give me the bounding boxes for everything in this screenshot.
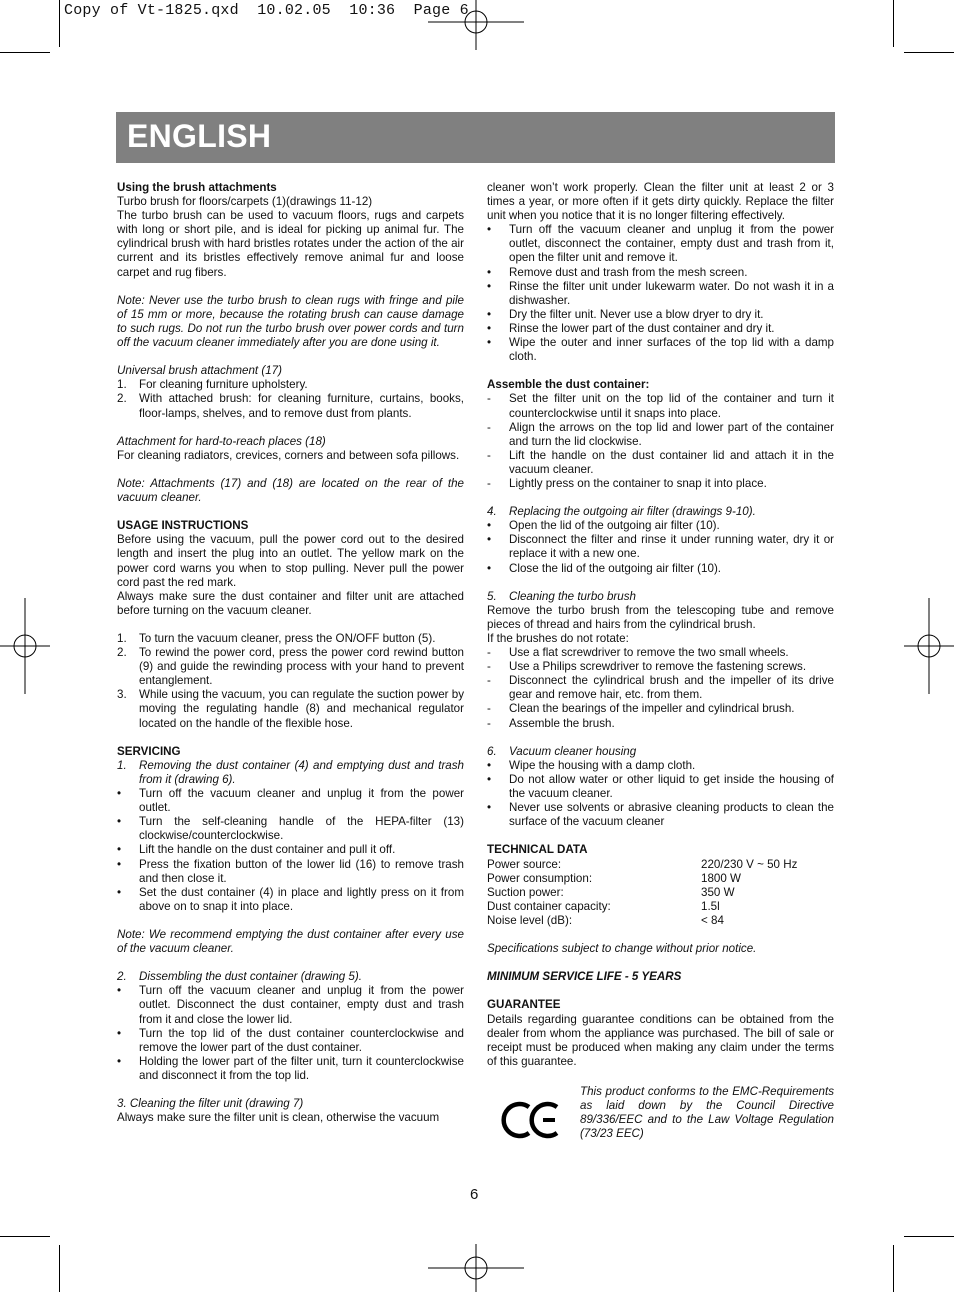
dash-text: Assemble the brush. [509,716,615,730]
list-number: 1. [117,378,127,392]
language-banner [116,112,835,163]
bullet-item [117,787,464,815]
paragraph: Before using the vacuum, pull the power cord out to the desired length and insert the plug into an outlet. The yellow mark on the power cord warns you when to stop pulling. Never pull the power cord past the red mark. [117,533,464,589]
bullet-icon: • [487,279,492,293]
list-item [117,646,464,688]
dash-item [487,421,834,449]
dash-item [487,702,834,716]
bullet-text: Turn the self-cleaning handle of the HEPA-filter (13) clockwise/counterclockwise. [139,815,464,843]
dash-icon: - [487,660,491,674]
list-number: 2. [117,392,127,406]
bullet-icon: • [487,533,492,547]
list-item-text: With attached brush: for cleaning furniture, curtains, books, floor-lamps, shelves, and to remove dust from plants. [139,392,464,420]
bullet-icon: • [487,801,492,815]
bullet-text: Set the dust container (4) in place and lightly press on it from above on to snap it into place. [139,885,464,913]
bullet-item [487,308,834,322]
service-life: MINIMUM SERVICE LIFE - 5 YEARS [487,970,682,984]
list-item [117,632,464,646]
list-item-text: For cleaning furniture upholstery. [139,378,308,392]
dash-icon: - [487,392,491,406]
bullet-item [487,266,834,280]
list-item [117,378,464,392]
paragraph: The turbo brush can be used to vacuum floors, rugs and carpets with long or short pile, and is ideal for picking up animal fur. The cylindrical brush with hard bristles rotates under the action of the air current and its bristles effectively remove animal fur and loose carpet and rug fibers. [117,209,464,279]
step-title [117,970,464,984]
section-heading: Assemble the dust container: [487,378,650,392]
dash-icon: - [487,674,491,688]
dash-icon: - [487,646,491,660]
dash-icon: - [487,448,491,462]
bullet-text: Lift the handle on the dust container and pull it off. [139,843,396,857]
paragraph: Always make sure the filter unit is clean, otherwise the vacuum [117,1111,440,1125]
bullet-item [117,1027,464,1055]
note: Specifications subject to change without prior notice. [487,942,757,956]
right-column [487,181,834,1155]
dash-icon: - [487,476,491,490]
bullet-item [487,801,834,829]
spec-row [487,900,834,914]
bullet-item [117,843,464,857]
bullet-item [117,886,464,914]
step-title-text: Vacuum cleaner housing [509,744,637,758]
bullet-icon: • [487,307,492,321]
bullet-icon: • [117,1054,122,1068]
bullet-icon: • [487,772,492,786]
step-number: 2. [117,970,127,984]
bullet-text: Press the fixation button of the lower lid (16) to remove trash and then close it. [139,857,464,885]
crop-mark [0,52,50,53]
bullet-text: Wipe the outer and inner surfaces of the top lid with a damp cloth. [509,336,834,364]
ce-mark-icon [487,1085,580,1155]
bullet-item [117,858,464,886]
dash-icon: - [487,420,491,434]
subheading: Attachment for hard-to-reach places (18) [117,434,326,448]
spec-row [487,872,834,886]
dash-item [487,449,834,477]
bullet-icon: • [487,561,492,575]
ce-statement: This product conforms to the EMC-Requirements as laid down by the Council Directive 89/336/EEC and to the Law Voltage Regulation (73/23 EEC) [580,1085,834,1141]
step-number: 1. [117,758,127,772]
dash-item [487,646,834,660]
paragraph: For cleaning radiators, crevices, corners and between sofa pillows. [117,448,460,462]
dash-item [487,392,834,420]
bullet-icon: • [487,265,492,279]
spec-label: Power source: [487,857,562,871]
bullet-text: Dry the filter unit. Never use a blow dryer to dry it. [509,307,764,321]
note: Note: Never use the turbo brush to clean rugs with fringe and pile of 15 mm or more, because the rotating brush can cause damage to such rugs. Do not run the turbo brush over power cords and turn off the vacuum cleaner immediately after you are done using it. [117,293,464,350]
subheading: Universal brush attachment (17) [117,364,282,378]
bullet-icon: • [487,223,492,237]
dash-text: Clean the bearings of the impeller and cylindrical brush. [509,702,795,716]
dash-text: Use a Philips screwdriver to remove the fastening screws. [509,660,807,674]
bullet-text: Turn the top lid of the dust container counterclockwise and remove the lower part of the dust container. [139,1026,464,1054]
step-title-text: Dissembling the dust container (drawing 5). [139,970,362,984]
bullet-text: Turn off the vacuum cleaner and unplug it from the power outlet, disconnect the container, empty dust and trash from it, open the filter unit and remove it. [509,223,834,265]
section-heading: GUARANTEE [487,998,561,1012]
dash-item [487,674,834,702]
bullet-icon: • [117,1026,122,1040]
list-item-text: To turn the vacuum cleaner, press the ON/OFF button (5). [139,632,436,645]
page-number: 6 [470,1186,479,1203]
bullet-icon: • [117,815,122,829]
bullet-icon: • [117,885,122,899]
registration-mark-icon [0,598,50,694]
note: Note: We recommend emptying the dust container after every use of the vacuum cleaner. [117,927,464,956]
dash-item [487,660,834,674]
bullet-text: Holding the lower part of the filter unit, turn it counterclockwise and disconnect it from the top lid. [139,1054,464,1082]
bullet-text: Disconnect the filter and rinse it under running water, dry it or replace it with a new one. [509,533,834,561]
bullet-text: Do not allow water or other liquid to get inside the housing of the vacuum cleaner. [509,772,834,801]
step-title [487,505,834,519]
step-title-text: Replacing the outgoing air filter (drawings 9-10). [509,505,756,519]
spec-label: Noise level (dB): [487,913,573,927]
spec-label: Dust container capacity: [487,899,611,913]
step-title [487,745,834,759]
dash-icon: - [487,716,491,730]
registration-mark-icon [428,1244,524,1292]
step-number: 6. [487,744,497,758]
subheading: 3. Cleaning the filter unit (drawing 7) [117,1097,304,1111]
crop-mark [904,52,954,53]
step-number: 5. [487,589,497,603]
bullet-item [487,280,834,308]
spec-label: Suction power: [487,885,564,899]
bullet-icon: • [117,787,122,801]
step-title-text: Cleaning the turbo brush [509,589,636,603]
bullet-icon: • [487,758,492,772]
dash-text: Align the arrows on the top lid and lower part of the container and turn the lid clockwise. [509,420,834,448]
dash-text: Set the filter unit on the top lid of the container and turn it counterclockwise until it snaps into place. [509,392,834,420]
spec-value: 1.5l [701,899,720,913]
list-item-text: While using the vacuum, you can regulate the suction power by moving the regulating handle (8) and mechanical regulator located on the handle of the flexible hose. [139,688,464,730]
dash-item [487,717,834,731]
bullet-item [117,1055,464,1083]
crop-mark [904,1236,954,1237]
dash-text: Disconnect the cylindrical brush and the impeller of its drive gear and remove hair, etc. from them. [509,674,834,702]
registration-mark-icon [904,598,954,694]
list-item [117,688,464,730]
step-title [117,759,464,787]
spec-value: 350 W [701,885,735,899]
section-heading: TECHNICAL DATA [487,843,588,857]
bullet-item [487,223,834,265]
section-heading: Using the brush attachments [117,181,277,194]
bullet-item [487,322,834,336]
paragraph: Details regarding guarantee conditions can be obtained from the dealer from whom the appliance was purchased. The bill of sale or receipt must be produced when making any claim under the terms of this guarantee. [487,1012,834,1068]
section-heading: SERVICING [117,744,181,758]
banner-title: ENGLISH [127,118,272,154]
paragraph: Turbo brush for floors/carpets (1)(drawings 11-12) [117,195,373,209]
registration-mark-icon [428,0,524,50]
bullet-icon: • [117,984,122,998]
step-title [487,590,834,604]
section-heading: USAGE INSTRUCTIONS [117,519,249,533]
bullet-item [487,773,834,801]
dash-text: Use a flat screwdriver to remove the two small wheels. [509,646,789,660]
paragraph: Always make sure the dust container and filter unit are attached before turning on the vacuum cleaner. [117,589,464,617]
bullet-icon: • [487,321,492,335]
crop-mark [0,1236,50,1237]
dash-item [487,477,834,491]
bullet-item [117,984,464,1026]
paragraph: cleaner won’t work properly. Clean the filter unit at least 2 or 3 times a year, or more often if it gets dirty quickly. Replace the filter unit when you notice that it is no longer filtering effectively. [487,181,834,223]
paragraph: Remove the turbo brush from the telescoping tube and remove pieces of thread and hairs from the cylindrical brush. [487,603,834,631]
bullet-text: Open the lid of the outgoing air filter (10). [509,519,720,533]
left-column [117,181,464,1125]
bullet-item [487,562,834,576]
bullet-text: Close the lid of the outgoing air filter (10). [509,561,722,575]
bullet-item [487,336,834,364]
list-item [117,392,464,420]
list-number: 1. [117,632,127,645]
note: Note: Attachments (17) and (18) are located on the rear of the vacuum cleaner. [117,476,464,505]
dash-text: Lift the handle on the dust container lid and attach it in the vacuum cleaner. [509,448,834,476]
list-number: 2. [117,646,127,660]
step-title-text: Removing the dust container (4) and emptying dust and trash from it (drawing 6). [139,758,464,786]
paragraph: If the brushes do not rotate: [487,632,629,645]
spec-row [487,858,834,872]
bullet-item [117,815,464,843]
crop-mark [893,0,894,47]
dash-icon: - [487,702,491,716]
bullet-text: Rinse the filter unit under lukewarm water. Do not wash it in a dishwasher. [509,279,834,307]
list-item-text: To rewind the power cord, press the power cord rewind button (9) and guide the rewinding process with your hand to prevent entanglement. [139,646,464,688]
bullet-item [487,759,834,773]
bullet-item [487,533,834,561]
bullet-text: Never use solvents or abrasive cleaning products to clean the surface of the vacuum cleaner [509,801,834,829]
bullet-icon: • [117,857,122,871]
crop-mark [59,0,60,47]
list-number: 3. [117,688,127,702]
bullet-text: Remove dust and trash from the mesh screen. [509,265,748,279]
dash-text: Lightly press on the container to snap it into place. [509,476,767,490]
bullet-text: Turn off the vacuum cleaner and unplug it from the power outlet. Disconnect the dust container, empty dust and trash from it and close the lower lid. [139,984,464,1026]
step-number: 4. [487,505,497,519]
spec-row [487,914,834,928]
spec-value: 220/230 V ~ 50 Hz [701,857,798,871]
crop-mark [59,1245,60,1292]
spec-label: Power consumption: [487,871,593,885]
spec-value: 1800 W [701,871,741,885]
spec-value: < 84 [701,913,724,927]
bullet-text: Turn off the vacuum cleaner and unplug it from the power outlet. [139,787,464,815]
bullet-icon: • [117,843,122,857]
print-slug: Copy of Vt-1825.qxd 10.02.05 10:36 Page 6 [64,2,469,19]
bullet-text: Rinse the lower part of the dust container and dry it. [509,321,775,335]
bullet-text: Wipe the housing with a damp cloth. [509,758,696,772]
crop-mark [893,1245,894,1292]
ce-block [487,1085,834,1155]
bullet-icon: • [487,336,492,350]
spec-row [487,886,834,900]
bullet-icon: • [487,519,492,533]
bullet-item [487,519,834,533]
